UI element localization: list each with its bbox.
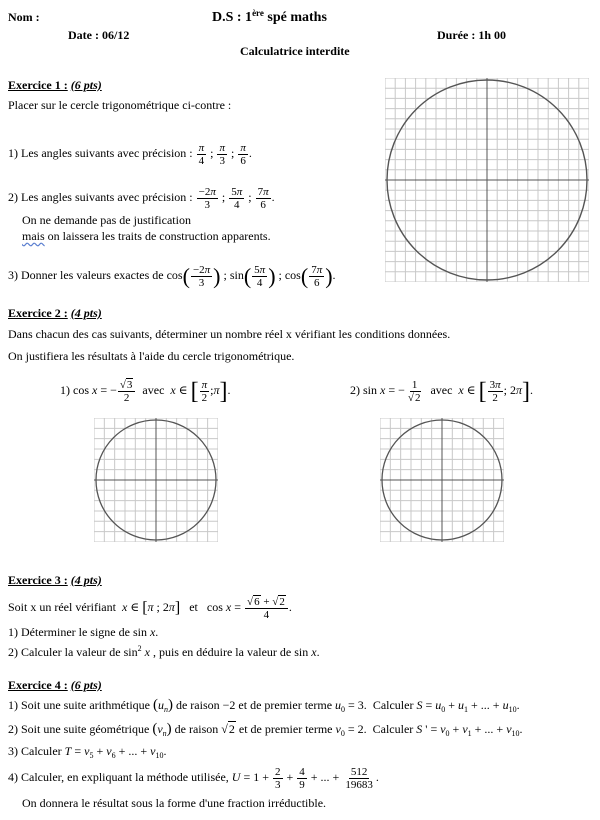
ex4-q4-text: 4) Calculer, en expliquant la méthode utilisée,	[8, 770, 229, 784]
ex2-case1: 1) cos x = − $\frac{√3}{2}$ avec x ∈ [ $\frac{\pi}{2}$ ;π].	[60, 378, 231, 405]
ex2-title: Exercice 2 :	[8, 306, 68, 320]
ex2-heading	[8, 306, 102, 320]
ex1-q3-text: 3) Donner les valeurs exactes de	[8, 268, 164, 282]
ex1-note2	[22, 229, 271, 243]
ex1-q1-text: 1) Les angles suivants avec précision :	[8, 146, 193, 160]
ex1-trig-circle	[385, 78, 589, 282]
ex4-q1: 1) Soit une suite arithmétique $(u_n)$ de raison −2 et de premier terme $u_0 = 3$. Calculer $S = u_0 + u_1$ + ... + $u_{10}$.	[8, 697, 520, 714]
ex2-line2: On justifiera les résultats à l'aide du cercle trigonométrique.	[8, 349, 295, 363]
ex3-q1: 1) Déterminer le signe de sin x.	[8, 625, 159, 639]
ex3-intro: Soit x un réel vérifiant x ∈ [π ; 2π] et cos x = $\frac{√6 + √2}{4}$ .	[8, 595, 292, 621]
ex1-q3: 3) Donner les valeurs exactes de cos( $\frac{-2\pi}{3}$ ) ; sin( $\frac{5\pi}{4}$ ) ; cos( $\frac{7\pi}{6}$ ).	[8, 263, 336, 289]
ex3-et: et	[189, 600, 198, 614]
duration-label: Durée : 1h 00	[437, 28, 506, 42]
ex2-case2: 2) sin x = − $\frac{1}{√2}$ avec x ∈ [ $\frac{3\pi}{2}$ ; 2π].	[350, 378, 534, 405]
ex3-q1-text: 1) Déterminer le signe de	[8, 625, 130, 639]
ex4-points: (6 pts)	[70, 678, 102, 692]
ex4-q2: 2) Soit une suite géométrique $(v_n)$ de raison √2 et de premier terme $v_0 = 2$. Calculer S ' = $v_0 + v_1$ + ... + $v_{10}$.	[8, 721, 523, 738]
ex4-q3: 3) Calculer $T = v_5 + v_6$ + ... + $v_{10}$.	[8, 744, 167, 760]
ex4-heading	[8, 678, 102, 692]
ex1-note2-rest: on laissera les traits de construction apparents.	[44, 229, 271, 243]
ex2-circle-2	[380, 418, 504, 542]
calculator-notice: Calculatrice interdite	[240, 44, 350, 58]
date-label: Date : 06/12	[68, 28, 130, 42]
ex3-points: (4 pts)	[70, 573, 102, 587]
ex3-q2-text-a: 2) Calculer la valeur de	[8, 645, 121, 659]
ex1-q2: 2) Les angles suivants avec précision : $\frac{-2\pi}{3}$ ; $\frac{5\pi}{4}$ ; $\frac{7\pi}{6}$ .	[8, 185, 275, 211]
page-title: D.S : 1ère spé maths	[212, 8, 327, 25]
ex4-q1-text-a: 1) Soit une suite arithmétique	[8, 698, 150, 712]
ex4-q2-text-a: 2) Soit une suite géométrique	[8, 722, 150, 736]
ex1-points: (6 pts)	[70, 78, 102, 92]
ex1-note1: On ne demande pas de justification	[22, 213, 191, 227]
ex3-heading	[8, 573, 102, 587]
ex3-q2-text-b: , puis en déduire la valeur de	[152, 645, 292, 659]
ex4-q1-calc: Calculer	[372, 698, 414, 712]
name-label: Nom :	[8, 10, 40, 24]
ex4-q4: 4) Calculer, en expliquant la méthode utilisée, U = 1 + $\frac{2}{3}$ + $\frac{4}{9}$ + ... + $\frac{512}{19683}$ .	[8, 765, 379, 791]
ex3-title: Exercice 3 :	[8, 573, 68, 587]
ex4-q1-text-b: de raison −2 et de premier terme	[175, 698, 333, 712]
ex1-note2-mais: mais	[22, 229, 45, 243]
ex2-case1-avec: avec	[142, 383, 165, 397]
ex1-q2-text: 2) Les angles suivants avec précision :	[8, 190, 193, 204]
ex2-circle-1	[94, 418, 218, 542]
ex1-q1: 1) Les angles suivants avec précision : $\frac{\pi}{4}$ ; $\frac{\pi}{3}$ ; $\frac{\pi}{6}$ .	[8, 141, 252, 167]
ex1-title: Exercice 1 :	[8, 78, 68, 92]
ex4-q2-text-c: et de premier terme	[238, 722, 333, 736]
ex3-intro-text: Soit x un réel vérifiant	[8, 600, 116, 614]
ex4-title: Exercice 4 :	[8, 678, 68, 692]
ex4-note: On donnera le résultat sous la forme d'une fraction irréductible.	[22, 796, 327, 810]
ex2-line1: Dans chacun des cas suivants, déterminer un nombre réel x vérifiant les conditions données.	[8, 327, 451, 341]
ex2-case1-num: 1)	[60, 383, 70, 397]
ex3-q2: 2) Calculer la valeur de $\sin^2 x$ , puis en déduire la valeur de sin x.	[8, 644, 320, 659]
ex4-q3-text: 3) Calculer	[8, 744, 62, 758]
ex4-q2-calc: Calculer	[372, 722, 414, 736]
ex2-points: (4 pts)	[70, 306, 102, 320]
ex2-case2-num: 2)	[350, 383, 360, 397]
ex4-q2-text-b: de raison	[174, 722, 219, 736]
ex1-heading	[8, 78, 102, 92]
ex1-intro: Placer sur le cercle trigonométrique ci-contre :	[8, 98, 232, 112]
ex2-case2-avec: avec	[430, 383, 453, 397]
